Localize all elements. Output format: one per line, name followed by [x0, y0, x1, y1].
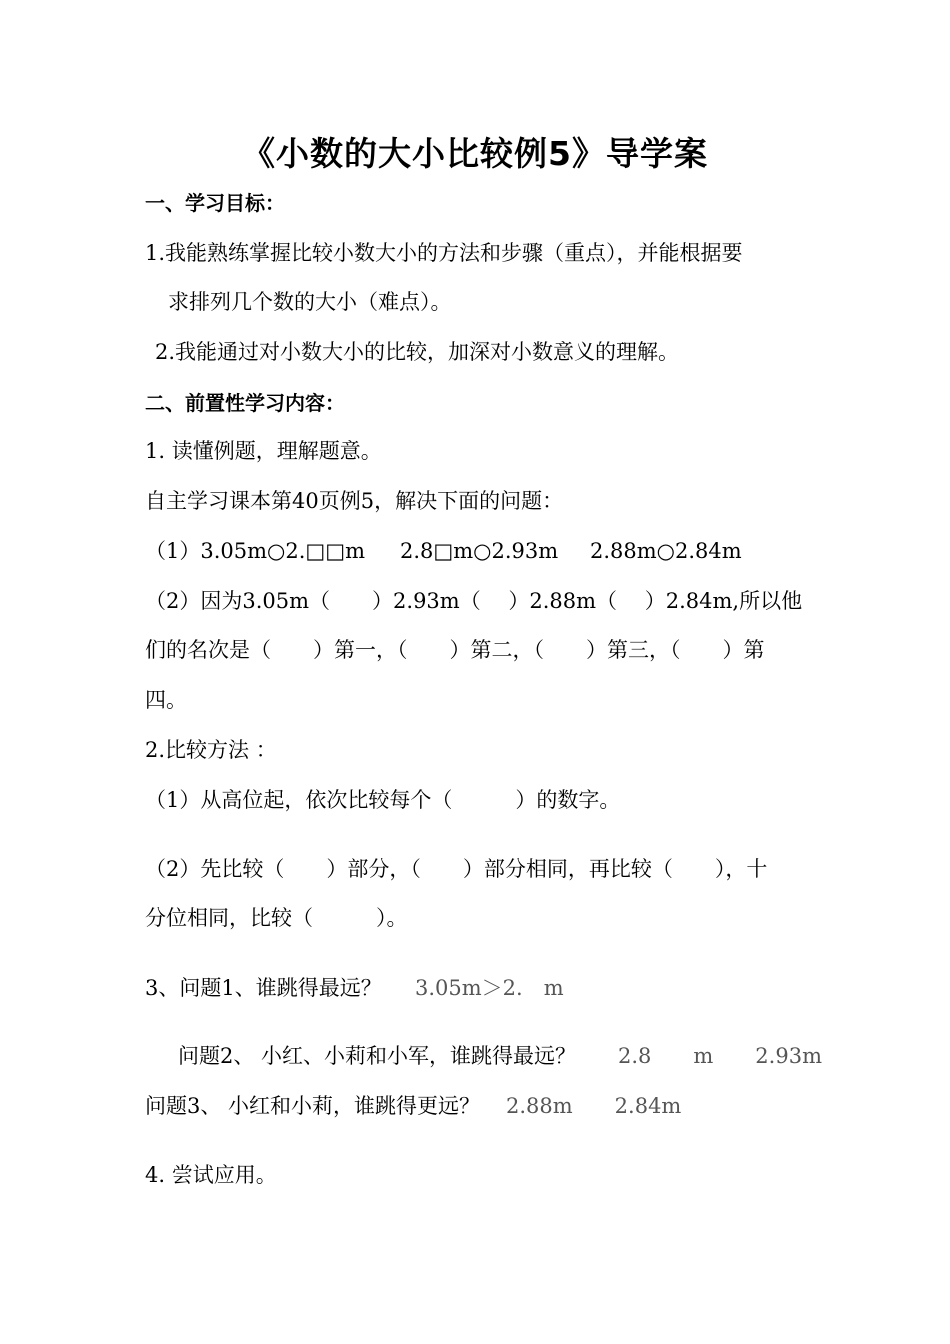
compare-method-heading: 2.比较方法 ： — [145, 738, 277, 762]
preview-intro: 自主学习课本第40页例5，解决下面的问题： — [145, 489, 564, 513]
compare-method-1: （1）从高位起，依次比较每个（ ）的数字。 — [145, 788, 621, 812]
question-2-line-2: 们的名次是（ ）第一，（ ）第二，（ ）第三，（ ）第 — [145, 638, 765, 662]
compare-method-2-line-2: 分位相同，比较（ ）。 — [145, 906, 408, 930]
problem-2-value: 2.8 m 2.93m — [618, 1044, 822, 1068]
compare-method-2-line-1: （2）先比较（ ）部分，（ ）部分相同，再比较（ ），十 — [145, 857, 768, 881]
question-1-part-a: （1）3.05m○2.□□m — [145, 539, 365, 563]
try-application: 4. 尝试应用。 — [145, 1163, 277, 1187]
problem-3-value: 2.88m 2.84m — [506, 1094, 682, 1118]
problem-1-label: 3、问题1、谁跳得最远？ — [145, 976, 382, 1000]
page-title: 《小数的大小比较例5》导学案 — [242, 134, 708, 173]
section-heading-preview: 二、前置性学习内容： — [145, 391, 345, 415]
goal-1-line-1: 1.我能熟练掌握比较小数大小的方法和步骤（重点），并能根据要 — [145, 241, 743, 265]
goal-2: 2.我能通过对小数大小的比较，加深对小数意义的理解。 — [155, 340, 680, 364]
question-1-part-c: 2.88m○2.84m — [590, 539, 742, 563]
question-2-line-1: （2）因为3.05m（ ）2.93m（ ）2.88m（ ）2.84m,所以他 — [145, 589, 803, 613]
problem-1-value: 3.05m＞2. m — [415, 976, 564, 1000]
problem-3-label: 问题3、 小红和小莉，谁跳得更远？ — [145, 1094, 481, 1118]
goal-1-line-2: 求排列几个数的大小（难点）。 — [168, 290, 452, 314]
problem-2-label: 问题2、 小红、小莉和小军，谁跳得最远？ — [178, 1044, 577, 1068]
section-heading-goals: 一、学习目标： — [145, 191, 285, 215]
question-2-line-3: 四。 — [145, 688, 187, 712]
question-1-part-b: 2.8□m○2.93m — [400, 539, 559, 563]
preview-item-1: 1. 读懂例题，理解题意。 — [145, 439, 382, 463]
